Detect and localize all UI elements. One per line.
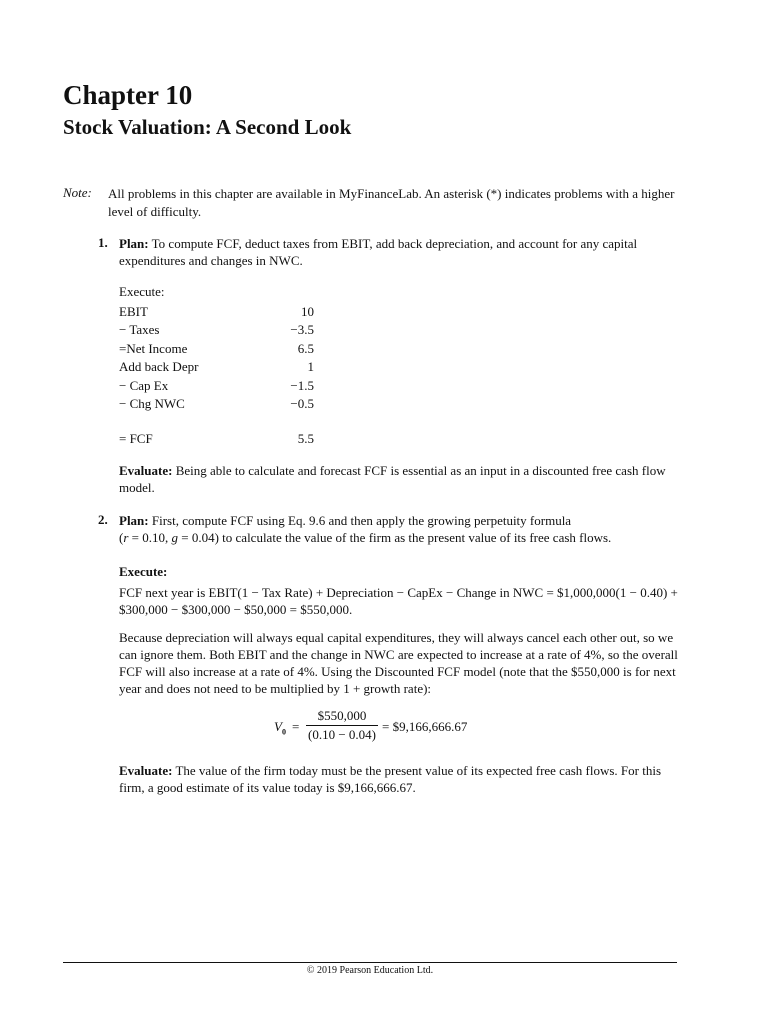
problem-2-body-text: Because depreciation will always equal capital expenditures, they will always cancel each other out, so we can ignore them. Both EBIT and the change in NWC are expected to increase at a rate of 4%, so the overall FCF will also increase at a rate of 4%. Using the Discounted FCF model (note that the $550,000 is for next year and does not need to be multiplied by 1 + growth rate): — [119, 630, 678, 696]
row-label: − Cap Ex — [119, 378, 169, 393]
table-row — [119, 341, 314, 359]
row-value: 6.5 — [297, 341, 314, 356]
row-label: EBIT — [119, 304, 148, 319]
problem-2-plan: Plan: First, compute FCF using Eq. 9.6 and then apply the growing perpetuity formula (r = 0.10, g = 0.04) to calculate the value of the firm as the present value of its free cash flows. — [119, 513, 612, 545]
formula-v: V — [274, 719, 282, 734]
plan-text-rest: = 0.04) to calculate the value of the firm as the present value of its free cash flows. — [178, 530, 612, 545]
formula-fraction — [304, 708, 380, 743]
plan-text: To compute FCF, deduct taxes from EBIT, add back depreciation, and account for any capital expenditures and changes in NWC. — [119, 236, 638, 268]
plan-text: First, compute FCF using Eq. 9.6 and then apply the growing perpetuity formula — [148, 513, 572, 528]
problem-2-evaluate — [119, 762, 679, 796]
chapter-number: Chapter 10 — [63, 80, 193, 110]
problem-2-number: 2. — [98, 512, 108, 527]
formula-variable — [274, 719, 286, 737]
formula-subscript: 0 — [281, 727, 286, 737]
row-value: −1.5 — [290, 378, 314, 393]
formula-numerator: $550,000 — [317, 708, 367, 723]
note-text: All problems in this chapter are available in MyFinanceLab. An asterisk (*) indicates problems with a higher level of difficulty. — [108, 186, 675, 219]
problem-2-execute-text: FCF next year is EBIT(1 − Tax Rate) + Depreciation − CapEx − Change in NWC = $1,000,000(1 − 0.40) + $300,000 − $300,000 − $50,000 = $550,000. — [119, 585, 678, 617]
row-value: −0.5 — [290, 396, 314, 411]
problem-1-plan — [119, 235, 679, 269]
plan-label: Plan: — [119, 236, 149, 251]
evaluate-text: The value of the firm today must be the present value of its expected free cash flows. For this firm, a good estimate of its value today is $9,166,666.67. — [119, 763, 662, 795]
evaluate-label: Evaluate: — [119, 763, 173, 778]
fraction-bar — [306, 725, 378, 726]
evaluate-text: Being able to calculate and forecast FCF is essential as an input in a discounted free cash flow model. — [119, 463, 666, 495]
table-row — [119, 378, 314, 396]
formula-equals: = — [292, 719, 300, 734]
execute-label: Execute: — [119, 284, 165, 299]
formula-denominator: (0.10 − 0.04) — [308, 727, 376, 742]
row-label: − Taxes — [119, 322, 160, 337]
plan-text-r-value: = 0.10, — [128, 530, 172, 545]
row-value: 10 — [301, 304, 314, 319]
g-symbol: g — [171, 530, 178, 545]
row-label: Add back Depr — [119, 359, 199, 374]
table-total-row — [119, 431, 314, 449]
execute-label: Execute: — [119, 564, 168, 579]
footer-copyright: © 2019 Pearson Education Ltd. — [306, 965, 434, 976]
table-row — [119, 322, 314, 340]
table-row — [119, 396, 314, 414]
chapter-title: Stock Valuation: A Second Look — [63, 115, 352, 139]
total-value: 5.5 — [297, 431, 314, 446]
valuation-formula — [274, 708, 534, 748]
table-row — [119, 359, 314, 377]
note-label: Note: — [63, 185, 92, 200]
total-label: = FCF — [119, 431, 153, 446]
plan-label: Plan: — [119, 513, 149, 528]
formula-result: = $9,166,666.67 — [382, 719, 468, 734]
evaluate-label: Evaluate: — [119, 463, 173, 478]
row-label: − Chg NWC — [119, 396, 185, 411]
row-value: −3.5 — [290, 322, 314, 337]
table-row — [119, 304, 314, 322]
r-symbol: r — [123, 530, 129, 545]
problem-1-evaluate — [119, 462, 679, 496]
footer-divider — [63, 962, 677, 963]
problem-2-execute-label — [119, 563, 679, 580]
row-value: 1 — [307, 359, 314, 374]
problem-1-number: 1. — [98, 235, 108, 250]
row-label: =Net Income — [119, 341, 188, 356]
